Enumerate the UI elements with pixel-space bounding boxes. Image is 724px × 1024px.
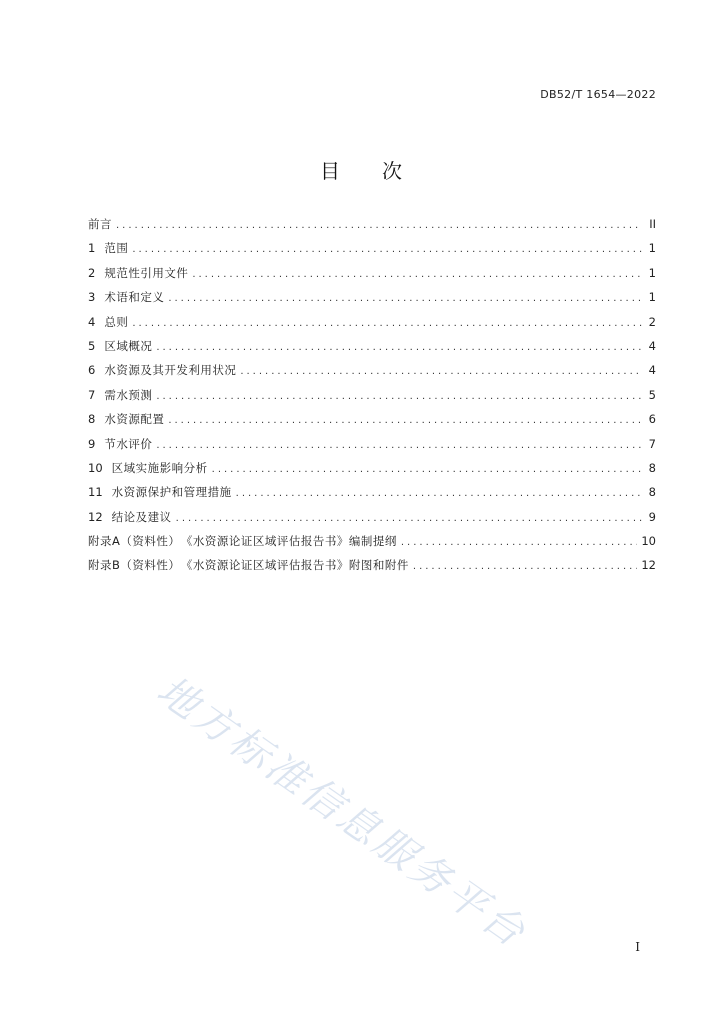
dot-leader <box>156 391 642 402</box>
toc-entry-allocation[interactable] <box>88 411 656 435</box>
toc-entry-normative-references[interactable] <box>88 265 656 289</box>
toc-entry-number: 8 <box>88 412 96 427</box>
toc-entry-page: 1 <box>648 265 656 280</box>
dot-leader <box>132 318 642 329</box>
toc-entry-number: 3 <box>88 290 96 305</box>
toc-entry-impact-analysis[interactable] <box>88 460 656 484</box>
dot-leader <box>212 464 642 475</box>
toc-entry-title: 需水预测 <box>104 387 153 402</box>
toc-entry-title: 水资源保护和管理措施 <box>111 485 232 500</box>
toc-entry-title: 水资源配置 <box>104 412 165 427</box>
toc-entry-number: 2 <box>88 265 96 280</box>
dot-leader <box>236 488 642 499</box>
toc-entry-page: 4 <box>648 338 656 353</box>
toc-entry-terms[interactable] <box>88 289 656 313</box>
toc-entry-number: 4 <box>88 314 96 329</box>
toc-entry-regional-overview[interactable] <box>88 338 656 362</box>
toc-entry-page: 9 <box>648 509 656 524</box>
toc-entry-page: 6 <box>648 412 656 427</box>
dot-leader <box>401 537 637 548</box>
dot-leader <box>240 366 642 377</box>
dot-leader <box>156 440 642 451</box>
toc-entry-appendix-a[interactable] <box>88 533 656 557</box>
toc-entry-title: 附录A（资料性） 《水资源论证区域评估报告书》编制提纲 <box>88 534 397 549</box>
document-code: DB52/T 1654—2022 <box>540 88 656 101</box>
dot-leader <box>192 269 642 280</box>
toc-entry-title: 结论及建议 <box>111 509 172 524</box>
dot-leader <box>168 293 642 304</box>
toc-entry-water-saving[interactable] <box>88 436 656 460</box>
dot-leader <box>116 220 642 231</box>
toc-entry-number: 7 <box>88 387 96 402</box>
toc-entry-page: 8 <box>648 460 656 475</box>
toc-title <box>0 155 724 184</box>
toc-entry-number: 11 <box>88 485 103 500</box>
toc-entry-number: 12 <box>88 509 103 524</box>
toc-entry-protection-measures[interactable] <box>88 484 656 508</box>
toc-entry-page: 1 <box>648 290 656 305</box>
toc-entry-title: 前言 <box>88 217 112 231</box>
toc-list <box>88 216 656 582</box>
toc-entry-page: 1 <box>648 241 656 256</box>
toc-entry-conclusions[interactable] <box>88 509 656 533</box>
toc-entry-page: 5 <box>648 387 656 402</box>
toc-entry-general[interactable] <box>88 314 656 338</box>
toc-entry-title: 节水评价 <box>104 436 153 451</box>
toc-entry-page: 7 <box>648 436 656 451</box>
toc-entry-number: 6 <box>88 363 96 378</box>
toc-entry-page: II <box>649 217 656 231</box>
dot-leader <box>132 244 642 255</box>
dot-leader <box>176 513 642 524</box>
toc-entry-title: 水资源及其开发利用状况 <box>104 363 237 378</box>
toc-entry-title: 规范性引用文件 <box>104 265 189 280</box>
toc-entry-title: 区域实施影响分析 <box>111 460 208 475</box>
toc-entry-foreword[interactable] <box>88 216 656 240</box>
dot-leader <box>156 342 642 353</box>
toc-entry-title: 附录B（资料性） 《水资源论证区域评估报告书》附图和附件 <box>88 558 409 573</box>
toc-entry-page: 10 <box>641 534 656 549</box>
toc-entry-title: 术语和定义 <box>104 290 165 305</box>
page-number: I <box>635 940 640 954</box>
toc-entry-page: 2 <box>648 314 656 329</box>
toc-entry-number: 1 <box>88 241 96 256</box>
toc-entry-title: 区域概况 <box>104 338 153 353</box>
toc-title-char: 次 <box>382 159 404 183</box>
toc-entry-appendix-b[interactable] <box>88 557 656 581</box>
dot-leader <box>413 561 637 572</box>
toc-entry-title: 范围 <box>104 241 129 256</box>
toc-entry-title: 总则 <box>104 314 129 329</box>
toc-entry-scope[interactable] <box>88 240 656 264</box>
toc-entry-page: 8 <box>648 485 656 500</box>
toc-entry-water-resources-status[interactable] <box>88 362 656 386</box>
toc-title-char: 目 <box>320 159 342 183</box>
toc-entry-page: 4 <box>648 363 656 378</box>
toc-entry-demand-forecast[interactable] <box>88 387 656 411</box>
watermark: 地方标准信息服务平台 <box>148 667 536 958</box>
toc-entry-number: 5 <box>88 338 96 353</box>
dot-leader <box>168 415 642 426</box>
toc-entry-number: 9 <box>88 436 96 451</box>
toc-entry-number: 10 <box>88 460 103 475</box>
toc-entry-page: 12 <box>641 558 656 573</box>
